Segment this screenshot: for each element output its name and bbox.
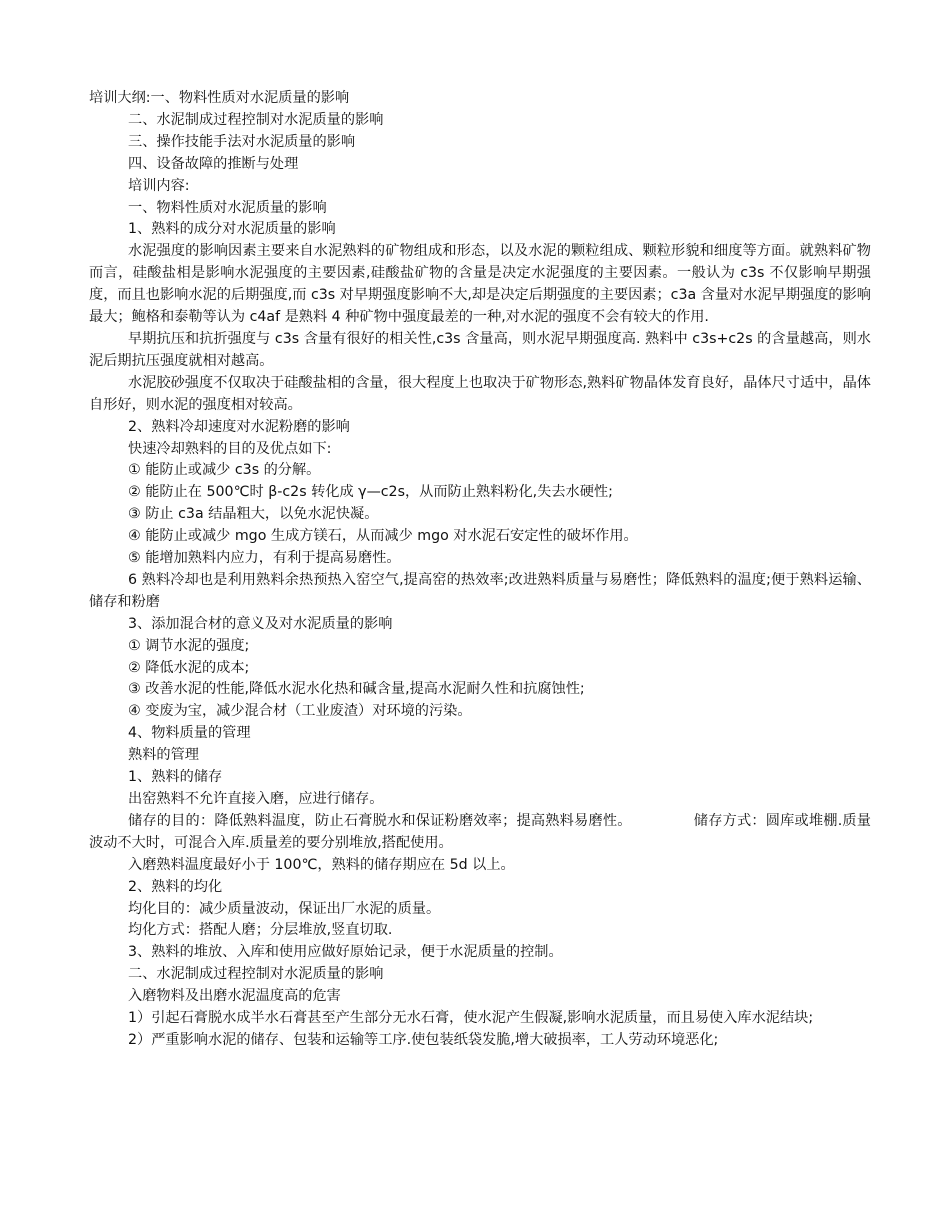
clinker-management-heading: 熟料的管理	[128, 747, 199, 764]
cooling-intro: 快速冷却熟料的目的及优点如下:	[128, 440, 332, 457]
paragraph-cooling-heat: 6 熟料冷却也是利用熟料余热预热入窑空气,提高窑的热效率;改进熟料质量与易磨性；降低熟料的温度;便于熟料运输、储存和粉磨	[89, 571, 871, 610]
paragraph-mortar-strength: 水泥胶砂强度不仅取决于硅酸盐相的含量，很大程度上也取决于矿物形态,熟料矿物晶体发育良好，晶体尺寸适中，晶体自形好，则水泥的强度相对较高。	[89, 374, 871, 413]
mix-item-2: ② 降低水泥的成本;	[128, 659, 250, 676]
cooling-item-3: ③ 防止 c3a 结晶粗大，以免水泥快凝。	[128, 506, 379, 523]
section-1-3-title: 3、添加混合材的意义及对水泥质量的影响	[128, 615, 393, 632]
cooling-item-1: ① 能防止或减少 c3s 的分解。	[128, 462, 321, 479]
storage-item-1: 出窑熟料不允许直接入磨，应进行储存。	[128, 791, 384, 807]
homogenization-method: 均化方式：搭配人磨；分层堆放,竖直切取.	[128, 922, 393, 939]
content-label: 培训内容:	[128, 177, 190, 194]
outline-item-3: 三、操作技能手法对水泥质量的影响	[128, 133, 356, 150]
hazard-item-1: 1）引起石膏脱水成半水石膏甚至产生部分无水石膏，使水泥产生假凝,影响水泥质量，而且易使入库水泥结块;	[128, 1010, 814, 1027]
outline-item-2: 二、水泥制成过程控制对水泥质量的影响	[128, 111, 384, 128]
storage-title: 1、熟料的储存	[128, 769, 223, 786]
section-1-2-title: 2、熟料冷却速度对水泥粉磨的影响	[128, 418, 350, 435]
records-item: 3、熟料的堆放、入库和使用应做好原始记录，便于水泥质量的控制。	[128, 944, 563, 961]
cooling-item-2: ② 能防止在 500℃时 β-c2s 转化成 γ—c2s，从而防止熟料粉化,失去水硬性;	[128, 484, 613, 501]
storage-temperature: 入磨熟料温度最好小于 100℃，熟料的储存期应在 5d 以上。	[128, 856, 515, 873]
mix-item-4: ④ 变废为宝，减少混合材（工业废渣）对环境的污染。	[128, 703, 472, 720]
hazard-item-2: 2）严重影响水泥的储存、包装和运输等工序.使包装纸袋发脆,增大破损率，工人劳动环境恶化;	[128, 1031, 719, 1048]
document-page	[89, 88, 871, 1052]
paragraph-strength-factors: 水泥强度的影响因素主要来自水泥熟料的矿物组成和形态，以及水泥的颗粒组成、颗粒形貌和细度等方面。就熟料矿物而言，硅酸盐相是影响水泥强度的主要因素,硅酸盐矿物的含量是决定水泥强度的主要因素。一般认为 c3s 不仅影响早期强度，而且也影响水泥的后期强度,而 c3s 对早期强度影响不大,却是决定后期强度的主要因素；c3a 含量对水泥早期强度的影响最大；鲍格和泰勒等认为 c4af 是熟料 4 种矿物中强度最差的一种,对水泥的强度不会有较大的作用.	[89, 243, 871, 326]
section-1-title: 一、物料性质对水泥质量的影响	[128, 199, 327, 216]
storage-purpose-text: 储存的目的：降低熟料温度，防止石膏脱水和保证粉磨效率；提高熟料易磨性。	[128, 812, 632, 829]
mix-item-3: ③ 改善水泥的性能,降低水泥水化热和碱含量,提高水泥耐久性和抗腐蚀性;	[128, 681, 585, 698]
cooling-item-5: ⑤ 能增加熟料内应力，有利于提高易磨性。	[128, 550, 401, 567]
storage-method-text: 储存方式：圆库或堆棚.质量波动不大时，可混合入库.质量差的要分别堆放,搭配使用。	[89, 812, 871, 851]
paragraph-storage-purpose	[89, 811, 871, 855]
mix-item-1: ① 调节水泥的强度;	[128, 637, 250, 654]
outline-item-4: 四、设备故障的推断与处理	[128, 155, 299, 172]
outline-intro: 培训大纲:一、物料性质对水泥质量的影响	[89, 90, 350, 106]
paragraph-early-strength: 早期抗压和抗折强度与 c3s 含量有很好的相关性,c3s 含量高，则水泥早期强度高. 熟料中 c3s+c2s 的含量越高，则水泥后期抗压强度就相对越高。	[89, 330, 871, 369]
homogenization-title: 2、熟料的均化	[128, 878, 223, 895]
section-1-1-title: 1、熟料的成分对水泥质量的影响	[128, 221, 336, 238]
hazard-title: 入磨物料及出磨水泥温度高的危害	[128, 988, 341, 1005]
section-2-title: 二、水泥制成过程控制对水泥质量的影响	[128, 966, 384, 983]
section-1-4-title: 4、物料质量的管理	[128, 725, 251, 742]
cooling-item-4: ④ 能防止或减少 mgo 生成方镁石，从而减少 mgo 对水泥石安定性的破坏作用。	[128, 528, 638, 545]
homogenization-purpose: 均化目的：减少质量波动，保证出厂水泥的质量。	[128, 900, 441, 917]
